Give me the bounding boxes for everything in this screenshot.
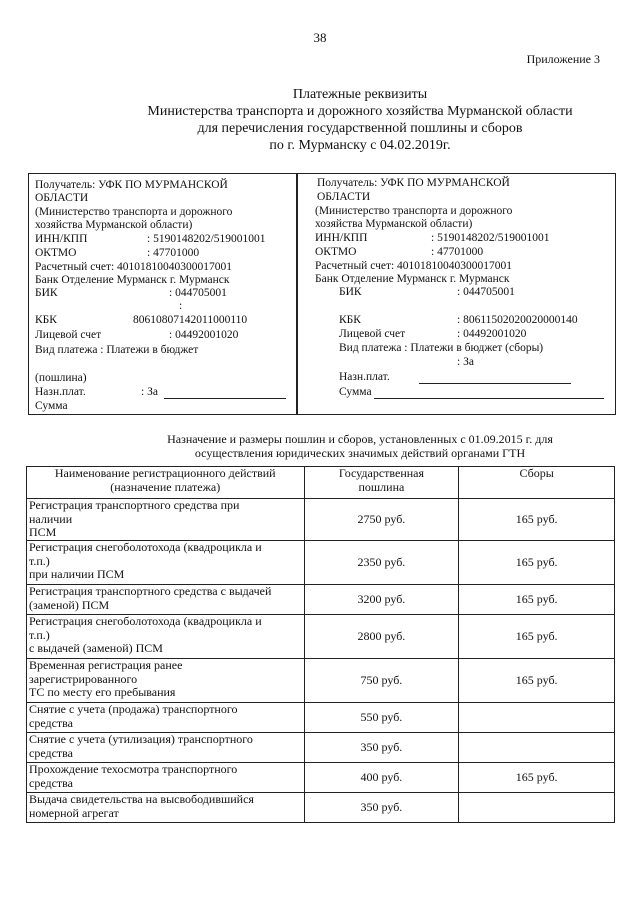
table-row [27, 499, 615, 541]
header-action [27, 467, 305, 499]
fee-cell [459, 703, 615, 733]
purpose-prefix: : За [457, 356, 474, 368]
action-text: Снятие с учета (продажа) транспортного [29, 702, 238, 716]
ministry-line: хозяйства Мурманской области) [35, 219, 193, 231]
ministry-line: (Министерство транспорта и дорожного [315, 205, 513, 217]
sum-label: Сумма [339, 386, 372, 398]
fee-cell: 165 руб. [459, 763, 615, 793]
purpose-label: Назн.плат. [35, 386, 86, 398]
sum-label: Сумма [35, 400, 68, 412]
kbk-value: : 80611502020020000140 [457, 314, 578, 326]
table-row [27, 585, 615, 615]
table-row [27, 733, 615, 763]
action-text: Регистрация транспортного средства при [29, 498, 240, 512]
duty-cell: 2350 руб. [304, 541, 459, 585]
oktmo-value: : 47701000 [147, 247, 200, 259]
action-text: Снятие с учета (утилизация) транспортного [29, 732, 253, 746]
duty-cell: 550 руб. [304, 703, 459, 733]
bank-line: Банк Отделение Мурманск г. Мурманск [315, 273, 510, 285]
purpose-blank [419, 371, 571, 384]
header-text: пошлина [358, 479, 405, 494]
recipient-line: ОБЛАСТИ [317, 191, 371, 203]
bik-label: БИК [35, 287, 58, 299]
action-text: Регистрация снегоболотохода (квадроцикла и [29, 540, 262, 554]
inn-value: : 5190148202/519001001 [147, 233, 266, 245]
inn-value: : 5190148202/519001001 [431, 232, 550, 244]
table-row [27, 659, 615, 703]
subheading-line: осуществления юридических значимых действий органами ГТН [194, 446, 526, 460]
header-text: Сборы [519, 466, 554, 480]
header-text: Наименование регистрационного действий [54, 466, 276, 480]
account-line: Расчетный счет: 40101810040300017001 [315, 260, 513, 272]
bik-value: : 044705001 [169, 287, 227, 299]
page-number: 38 [313, 30, 327, 45]
colon-mark: : [179, 300, 183, 312]
action-cell [27, 541, 305, 585]
action-text: Временная регистрация ранее [29, 658, 183, 672]
kbk-value: 80610807142011000110 [133, 314, 248, 326]
duty-cell: 2750 руб. [304, 499, 459, 541]
action-text: ТС по месту его пребывания [29, 685, 176, 699]
oktmo-label: ОКТМО [35, 247, 77, 259]
action-cell [27, 585, 305, 615]
requisites-box-right [296, 173, 616, 415]
fee-cell [459, 733, 615, 763]
duty-cell: 750 руб. [304, 659, 459, 703]
ministry-line: (Министерство транспорта и дорожного [35, 206, 233, 218]
duty-cell: 350 руб. [304, 793, 459, 823]
purpose-label: Назн.плат. [339, 371, 390, 383]
action-cell [27, 703, 305, 733]
table-row [27, 763, 615, 793]
duty-cell: 350 руб. [304, 733, 459, 763]
title-line: Министерства транспорта и дорожного хозяйства Мурманской области [147, 104, 573, 119]
header-fees [459, 467, 615, 499]
account-personal-value: : 04492001020 [457, 328, 527, 340]
recipient-line: Получатель: УФК ПО МУРМАНСКОЙ [317, 177, 510, 189]
action-text: зарегистрированного [29, 671, 138, 686]
duty-cell: 3200 руб. [304, 585, 459, 615]
duty-cell: 2800 руб. [304, 615, 459, 659]
account-personal-value: : 04492001020 [169, 329, 239, 341]
inn-label: ИНН/КПП [315, 232, 368, 244]
inn-label: ИНН/КПП [35, 233, 88, 245]
recipient-line: Получатель: УФК ПО МУРМАНСКОЙ [35, 179, 228, 191]
fee-cell: 165 руб. [459, 541, 615, 585]
action-text: Регистрация снегоболотохода (квадроцикла и [29, 614, 262, 628]
action-cell [27, 499, 305, 541]
sum-blank [374, 386, 604, 399]
payment-type: Вид платежа : Платежи в бюджет [35, 344, 199, 356]
oktmo-label: ОКТМО [315, 246, 357, 258]
fee-cell [459, 793, 615, 823]
recipient-line: ОБЛАСТИ [35, 192, 89, 204]
duty-cell: 400 руб. [304, 763, 459, 793]
action-text: ПСМ [29, 525, 57, 539]
account-line: Расчетный счет: 40101810040300017001 [35, 261, 233, 273]
bank-line: Банк Отделение Мурманск г. Мурманск [35, 274, 230, 286]
fee-cell: 165 руб. [459, 585, 615, 615]
appendix-label: Приложение 3 [526, 52, 600, 66]
header-text: Государственная [338, 466, 425, 480]
table-row [27, 793, 615, 823]
action-text: с выдачей (заменой) ПСМ [29, 641, 163, 655]
action-cell [27, 659, 305, 703]
purpose-blank [164, 386, 286, 399]
purpose-value: : За [141, 386, 158, 398]
action-text: т.п.) [29, 627, 50, 642]
table-row [27, 615, 615, 659]
subheading-line: Назначение и размеры пошлин и сборов, установленных с 01.09.2015 г. для [167, 432, 553, 446]
action-text: средства [29, 775, 74, 790]
title-line: для перечисления государственной пошлины и сборов [197, 121, 523, 136]
duty-note: (пошлина) [35, 372, 87, 384]
action-cell [27, 793, 305, 823]
action-text: т.п.) [29, 553, 50, 568]
action-text: номерной агрегат [29, 805, 119, 820]
action-text: Прохождение техосмотра транспортного [29, 762, 238, 776]
table-row [27, 541, 615, 585]
action-text: (заменой) ПСМ [29, 597, 110, 612]
oktmo-value: : 47701000 [431, 246, 484, 258]
action-cell [27, 733, 305, 763]
header-duty [304, 467, 459, 499]
document-title [100, 86, 620, 154]
bik-value: : 044705001 [457, 286, 515, 298]
fee-cell: 165 руб. [459, 659, 615, 703]
bik-label: БИК [339, 286, 362, 298]
action-text: Выдача свидетельства на высвободившийся [29, 792, 254, 806]
payment-type: Вид платежа : Платежи в бюджет (сборы) [339, 342, 544, 354]
action-cell [27, 763, 305, 793]
action-text: наличии [29, 511, 73, 526]
action-cell [27, 615, 305, 659]
title-line: по г. Мурманску с 04.02.2019г. [269, 138, 451, 153]
table-row [27, 703, 615, 733]
requisites-box-left [28, 173, 298, 415]
action-text: средства [29, 715, 74, 730]
kbk-label: КБК [35, 314, 57, 326]
fees-table [26, 466, 615, 823]
account-personal-label: Лицевой счет [35, 329, 102, 341]
action-text: при наличии ПСМ [29, 567, 125, 581]
ministry-line: хозяйства Мурманской области) [315, 218, 473, 230]
action-text: средства [29, 745, 74, 760]
account-personal-label: Лицевой счет [339, 328, 406, 340]
fees-subheading [110, 432, 610, 460]
kbk-label: КБК [339, 314, 361, 326]
fee-cell: 165 руб. [459, 499, 615, 541]
action-text: Регистрация транспортного средства с выдачей [29, 584, 272, 598]
fee-cell: 165 руб. [459, 615, 615, 659]
title-line: Платежные реквизиты [292, 87, 428, 102]
table-header-row [27, 467, 615, 499]
header-text: (назначение платежа) [110, 479, 221, 494]
